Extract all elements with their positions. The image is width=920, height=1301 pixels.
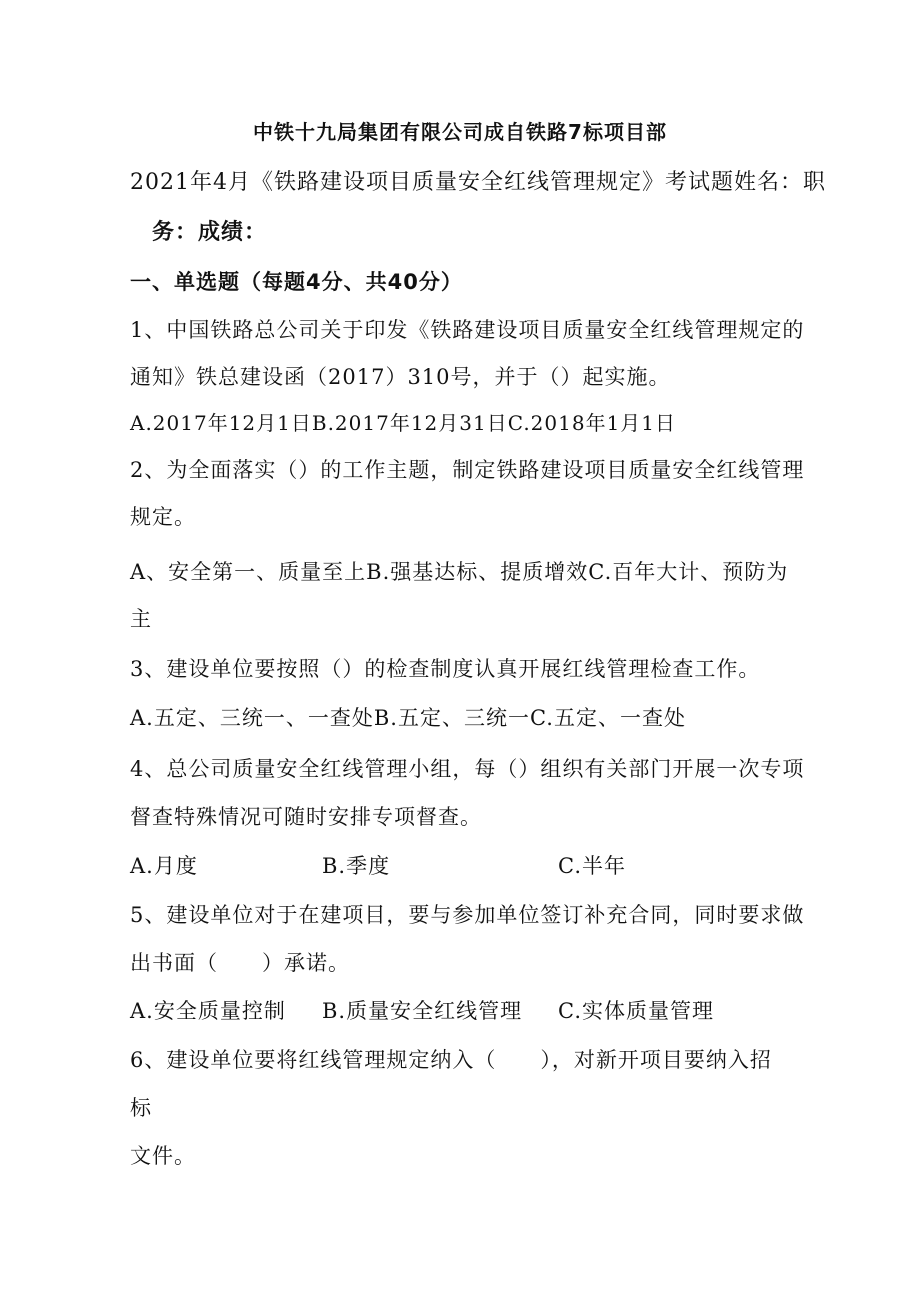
section-heading: 一、单选题（每题4分、共40分） [130,270,463,294]
question-4-options [130,851,626,881]
question-6-line3: 文件。 [130,1144,196,1168]
question-1-options: A.2017年12月1日B.2017年12月31日C.2018年1月1日 [130,411,677,435]
exam-title-line2: 务：成绩： [152,220,268,245]
question-4-line2: 督查特殊情况可随时安排专项督查。 [130,805,482,829]
question-5-line2: 出书面（ ）承诺。 [130,951,350,975]
question-2-options-line1: A、安全第一、质量至上B.强基达标、提质增效C.百年大计、预防为 [130,560,789,584]
option-b: B.质量安全红线管理 [322,999,523,1023]
question-3-options: A.五定、三统一、一查处B.五定、三统一C.五定、一查处 [130,706,686,730]
question-2-line2: 规定。 [130,505,196,529]
option-c: C.实体质量管理 [558,999,714,1023]
org-title: 中铁十九局集团有限公司成自铁路7标项目部 [253,120,667,144]
option-b: B.季度 [322,854,391,878]
question-2-line1: 2、为全面落实（）的工作主题，制定铁路建设项目质量安全红线管理 [130,458,805,482]
question-6-line1: 6、建设单位要将红线管理规定纳入（ ），对新开项目要纳入招 [130,1048,772,1072]
question-5-line1: 5、建设单位对于在建项目，要与参加单位签订补充合同，同时要求做 [130,903,805,927]
option-a: A.月度 [130,854,198,878]
question-3-line1: 3、建设单位要按照（）的检查制度认真开展红线管理检查工作。 [130,657,761,681]
question-1-line2: 通知》铁总建设函（2017）310号，并于（）起实施。 [130,365,671,389]
question-4-line1: 4、总公司质量安全红线管理小组，每（）组织有关部门开展一次专项 [130,757,805,781]
question-1-line1: 1、中国铁路总公司关于印发《铁路建设项目质量安全红线管理规定的 [130,318,805,342]
question-2-options-line2: 主 [130,607,152,631]
exam-title-line1: 2021年4月《铁路建设项目质量安全红线管理规定》考试题姓名：职 [130,170,826,195]
question-5-options [130,996,714,1026]
question-6-line2: 标 [130,1096,152,1120]
option-c: C.半年 [558,854,626,878]
option-a: A.安全质量控制 [130,999,286,1023]
